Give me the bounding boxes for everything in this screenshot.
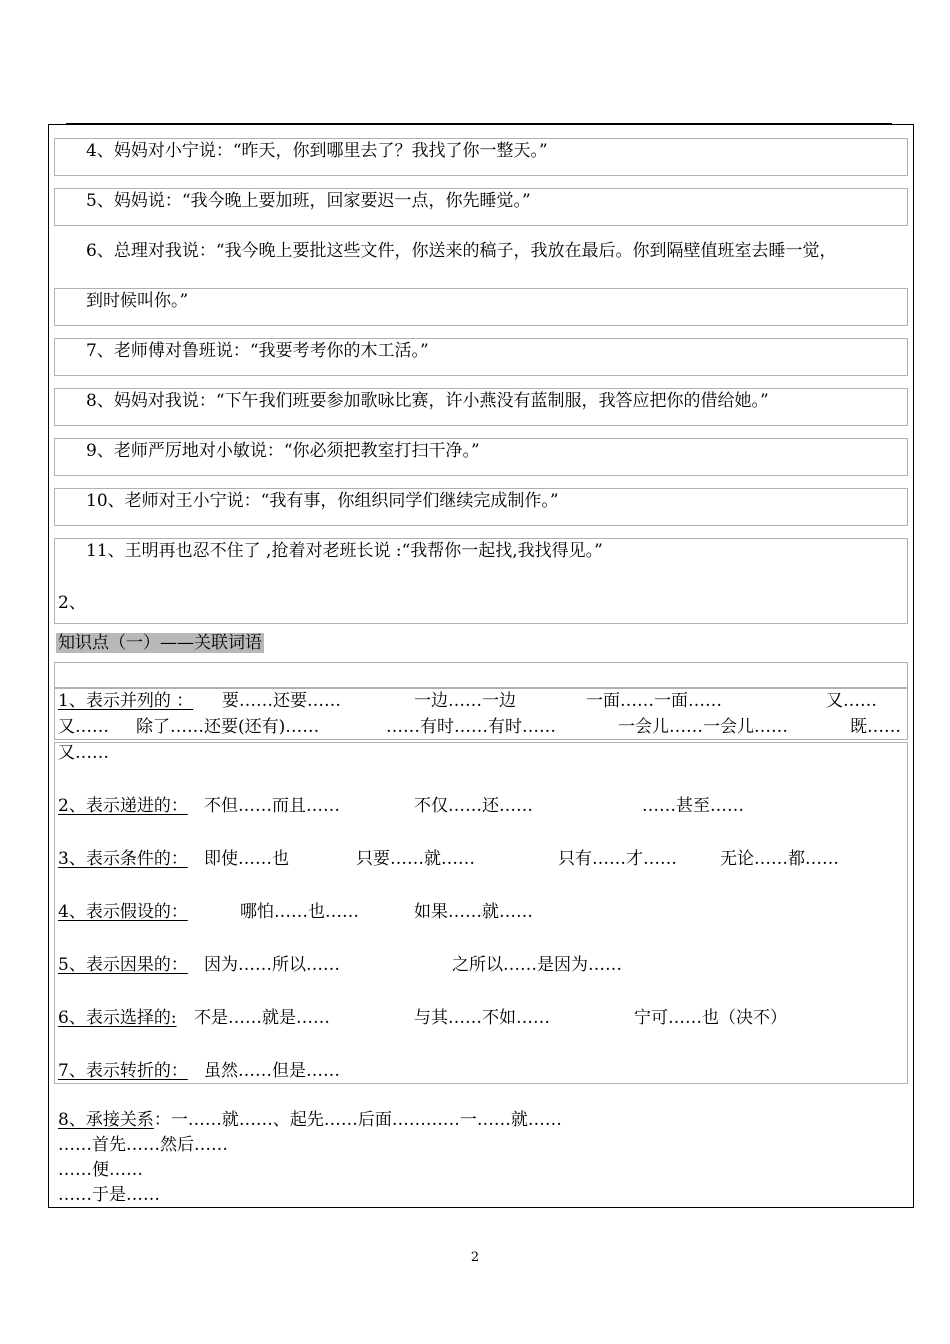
- parallel-item: 又……: [58, 717, 109, 737]
- sentence-11: 11、王明再也忍不住了 ,抢着对老班长说 :“我帮你一起找,我找得见。”: [86, 541, 603, 561]
- condition-item: 无论……都……: [720, 849, 839, 869]
- label-choice: 6、表示选择的:: [58, 1008, 177, 1028]
- choice-item: 宁可……也（决不）: [634, 1008, 787, 1028]
- condition-item: 即使……也: [204, 849, 289, 869]
- sentence-5: 5、妈妈说：“我今晚上要加班，回家要迟一点，你先睡觉。”: [86, 191, 531, 211]
- parallel-item: 一会儿……一会儿……: [618, 717, 788, 737]
- parallel-item: 一边……一边: [414, 691, 516, 711]
- parallel-item: ……有时……有时……: [386, 717, 556, 737]
- succession-item: ……于是……: [58, 1185, 160, 1205]
- label-parallel: 1、表示并列的 ：: [58, 691, 194, 711]
- cause-effect-item: 之所以……是因为……: [452, 955, 622, 975]
- page-number: 2: [470, 1250, 480, 1265]
- parallel-item: 又……: [826, 691, 877, 711]
- label-hypothesis: 4、表示假设的：: [58, 902, 188, 922]
- sentence-6-line2: 到时候叫你。”: [86, 291, 189, 311]
- sentence-4: 4、妈妈对小宁说：“昨天，你到哪里去了？我找了你一整天。”: [86, 141, 548, 161]
- parallel-item: 又……: [58, 743, 109, 763]
- label-condition: 3、表示条件的：: [58, 849, 188, 869]
- choice-item: 不是……就是……: [194, 1008, 330, 1028]
- progressive-item: 不但……而且……: [204, 796, 340, 816]
- condition-item: 只要……就……: [356, 849, 475, 869]
- section-title-text: 知识点（一）——关联词语: [58, 633, 262, 653]
- sentence-6-line1: 6、总理对我说：“我今晚上要批这些文件，你送来的稿子，我放在最后。你到隔壁值班室去睡一觉，: [86, 241, 837, 261]
- succession-item: ：一……就……、起先……后面…………一……就……: [153, 1110, 562, 1130]
- parallel-item: 一面……一面……: [586, 691, 722, 711]
- progressive-item: 不仅……还……: [414, 796, 533, 816]
- hypothesis-item: 如果……就……: [414, 902, 533, 922]
- parallel-item: 既……: [850, 717, 901, 737]
- empty-row-box: [54, 662, 908, 688]
- sentence-7: 7、老师傅对鲁班说：“我要考考你的木工活。”: [86, 341, 429, 361]
- label-succession: 8、承接关系: [58, 1110, 154, 1130]
- succession-item: ……便……: [58, 1160, 143, 1180]
- label-cause-effect: 5、表示因果的：: [58, 955, 188, 975]
- contrast-item: 虽然……但是……: [204, 1061, 340, 1081]
- sentence-10: 10、老师对王小宁说：“我有事，你组织同学们继续完成制作。”: [86, 491, 559, 511]
- succession-item: ……首先……然后……: [58, 1135, 228, 1155]
- section-title: [56, 632, 264, 654]
- hypothesis-item: 哪怕……也……: [240, 902, 359, 922]
- label-contrast: 7、表示转折的：: [58, 1061, 188, 1081]
- item-2-label: 2、: [58, 593, 86, 613]
- sentence-9: 9、老师严厉地对小敏说：“你必须把教室打扫干净。”: [86, 441, 480, 461]
- label-progressive: 2、表示递进的：: [58, 796, 188, 816]
- sentence-8: 8、妈妈对我说：“下午我们班要参加歌咏比赛，许小燕没有蓝制服，我答应把你的借给她。”: [86, 391, 769, 411]
- succession-line: [58, 1109, 562, 1131]
- parallel-item: 要……还要……: [222, 691, 341, 711]
- parallel-item: 除了……还要(还有)……: [136, 717, 320, 737]
- cause-effect-item: 因为……所以……: [204, 955, 340, 975]
- progressive-item: ……甚至……: [642, 796, 744, 816]
- choice-item: 与其……不如……: [414, 1008, 550, 1028]
- condition-item: 只有……才……: [558, 849, 677, 869]
